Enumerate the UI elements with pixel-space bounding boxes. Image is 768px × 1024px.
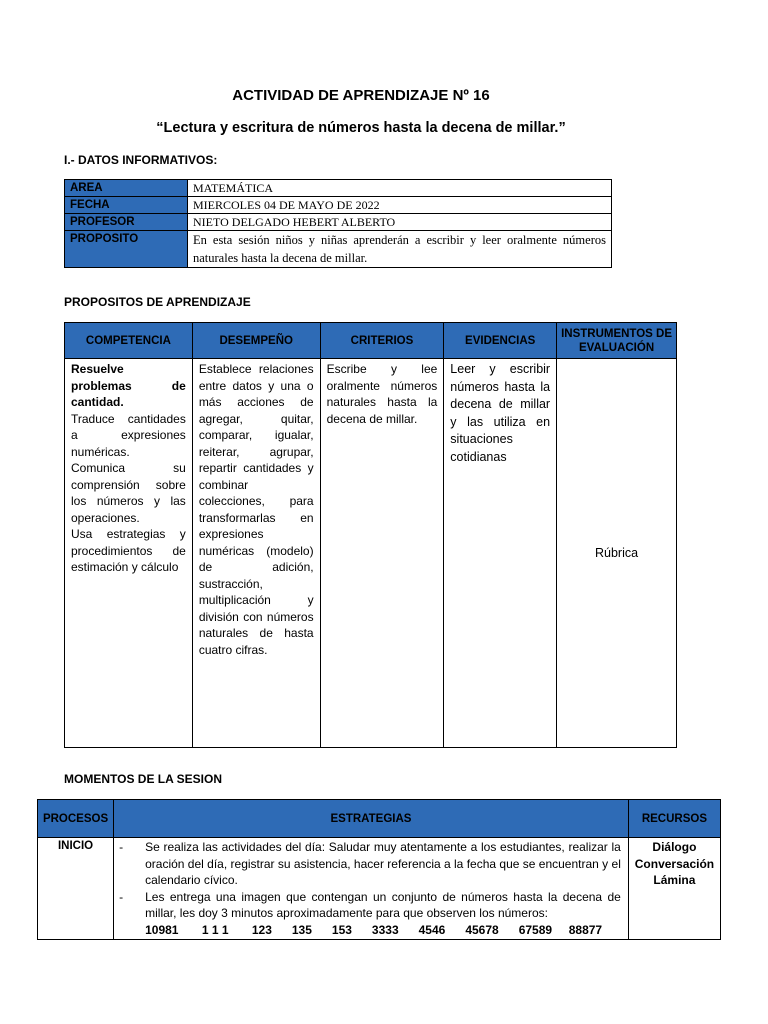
instrumento-cell: Rúbrica: [557, 359, 677, 748]
estrategias-cell: [114, 838, 629, 940]
propositos-heading: PROPOSITOS DE APRENDIZAJE: [64, 295, 251, 309]
header-competencia: COMPETENCIA: [65, 323, 193, 359]
table-row: [65, 180, 612, 197]
header-desempeno: DESEMPEÑO: [192, 323, 320, 359]
table-row: [65, 231, 612, 268]
area-label: AREA: [65, 180, 188, 197]
header-recursos: RECURSOS: [628, 800, 720, 838]
competencia-item: Traduce cantidades a expresiones numéricas.: [71, 411, 186, 459]
table-header-row: [65, 323, 677, 359]
proposito-value: En esta sesión niños y niñas aprenderán a escribir y leer oralmente números naturales hasta la decena de millar.: [188, 231, 612, 268]
table-row: [65, 197, 612, 214]
header-estrategias: ESTRATEGIAS: [114, 800, 629, 838]
recurso-item: Conversación: [634, 856, 715, 871]
propositos-table: [64, 322, 677, 748]
page-subtitle: “Lectura y escritura de números hasta la decena de millar.”: [156, 120, 566, 136]
recurso-item: Diálogo: [652, 840, 697, 854]
desempeno-cell: Establece relaciones entre datos y una o más acciones de agregar, quitar, comparar, igualar, reiterar, agrupar, repartir cantidades y combinar colecciones, para transformarlas en expresiones numéricas (modelo) de adición, sustracción, multiplicación y división con números naturales de hasta cuatro cifras.: [192, 359, 320, 748]
estrategia-text: Se realiza las actividades del día: Saludar muy atentamente a los estudiantes, realizar la oración del día, registrar su asistencia, hacer referencia a la fecha que se encuentran y el calendario cívico.: [145, 840, 621, 887]
proceso-inicio: INICIO: [38, 838, 114, 940]
datos-heading: I.- DATOS INFORMATIVOS:: [64, 153, 218, 167]
numeros-list: 10981 1 1 1 123 135 153 3333 4546 45678 67589 88877: [145, 922, 603, 937]
profesor-label: PROFESOR: [65, 214, 188, 231]
recurso-item: Lámina: [653, 873, 696, 887]
profesor-value: NIETO DELGADO HEBERT ALBERTO: [188, 214, 612, 231]
page-title: ACTIVIDAD DE APRENDIZAJE Nº 16: [232, 87, 490, 104]
competencia-cell: [65, 359, 193, 748]
momentos-table: [37, 799, 721, 940]
fecha-label: FECHA: [65, 197, 188, 214]
proposito-label: PROPOSITO: [65, 231, 188, 268]
competencia-item: Comunica su comprensión sobre los números y las operaciones.: [71, 461, 186, 525]
criterios-cell: Escribe y lee oralmente números naturales hasta la decena de millar.: [320, 359, 444, 748]
area-value: MATEMÁTICA: [188, 180, 612, 197]
header-criterios: CRITERIOS: [320, 323, 444, 359]
evidencias-cell: Leer y escribir números hasta la decena de millar y las utiliza en situaciones cotidianas: [444, 359, 557, 748]
table-row: [38, 838, 721, 940]
momentos-heading: MOMENTOS DE LA SESION: [64, 772, 223, 786]
list-item: - Se realiza las actividades del día: Saludar muy atentamente a los estudiantes, realizar la oración del día, registrar su asistencia, hacer referencia a la fecha que se encuentran y el calendario cívico.: [119, 840, 621, 887]
header-evidencias: EVIDENCIAS: [444, 323, 557, 359]
header-procesos: PROCESOS: [38, 800, 114, 838]
header-instrumentos: INSTRUMENTOS DE EVALUACIÓN: [557, 323, 677, 359]
recursos-cell: [628, 838, 720, 940]
list-item: - Les entrega una imagen que contengan un conjunto de números hasta la decena de millar, les doy 3 minutos aproximadamente para que observen los números:: [119, 889, 621, 920]
competencia-item: Usa estrategias y procedimientos de estimación y cálculo: [71, 527, 186, 574]
competencia-title: Resuelve problemas de cantidad.: [71, 362, 186, 409]
fecha-value: MIERCOLES 04 DE MAYO DE 2022: [188, 197, 612, 214]
datos-table: [64, 179, 612, 268]
table-row: [65, 359, 677, 748]
table-header-row: [38, 800, 721, 838]
estrategia-text: Les entrega una imagen que contengan un conjunto de números hasta la decena de millar, les doy 3 minutos aproximadamente para que observen los números:: [145, 889, 621, 920]
table-row: [65, 214, 612, 231]
